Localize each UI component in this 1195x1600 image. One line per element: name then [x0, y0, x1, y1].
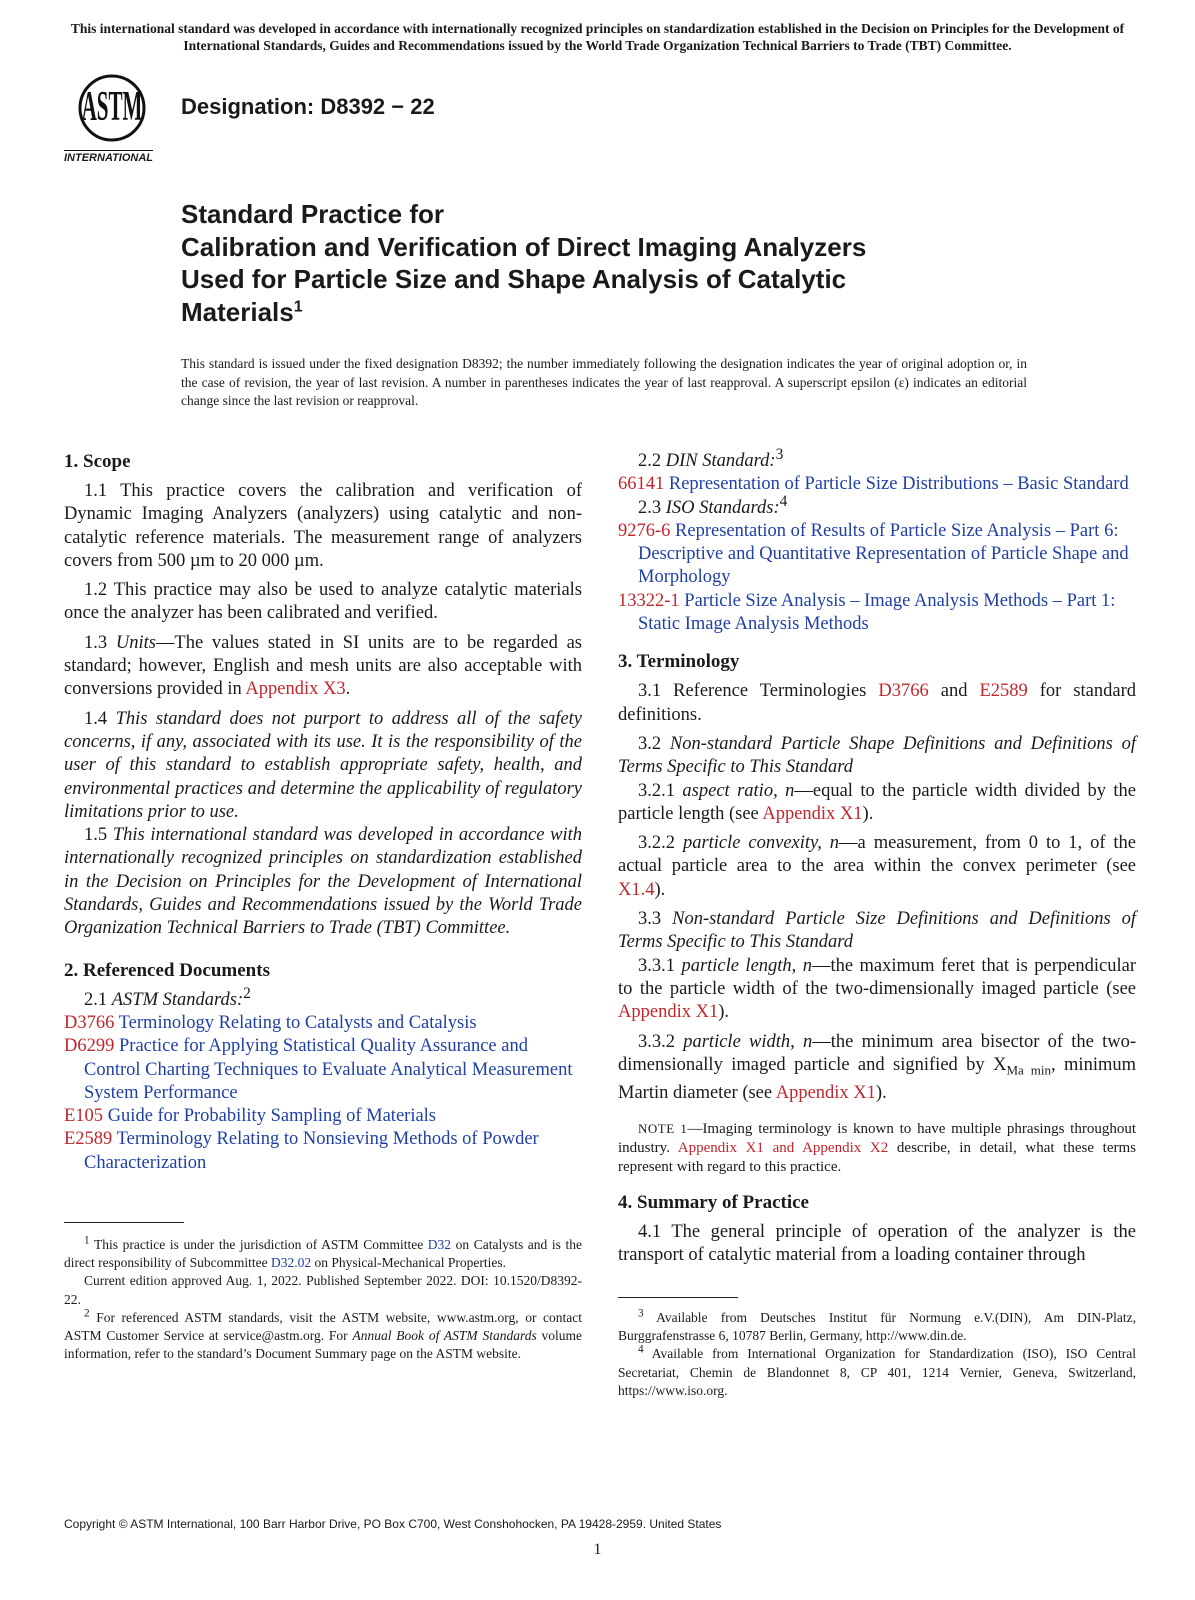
para-1-5: 1.5 This international standard was developed in accordance with internationally recognized principles on standardization established in the Decision on Principles for the Development of International Standards, Guides and Recommendations issued by the World Trade Organization Technical Barriers to Trade (TBT) Committee. [64, 825, 583, 939]
ref-title[interactable]: Representation of Particle Size Distributions – Basic Standard [668, 474, 1129, 495]
ref-title[interactable]: Particle Size Analysis – Image Analysis Methods – Part 1: Static Image Analysis Methods [638, 590, 1116, 635]
ref-item [618, 473, 1136, 496]
link-appendix-x1[interactable]: Appendix X1 [775, 1082, 876, 1103]
tbt-banner: This international standard was developed in accordance with internationally recognized principles on standardization established in the Decision on Principles for the Development of International Standards, Guides and Recommendations issued by the World Trade Organization Technical Barriers to Trade (TBT) Committee. [70, 21, 1125, 53]
link-d32[interactable]: D32 [427, 1237, 452, 1252]
footnote-1: $^1$ This practice is under the jurisdiction of ASTM Committee D32 on Catalysts and is the direct responsibility of Subcommittee D32.02 on Physical-Mechanical Properties. [64, 1234, 582, 1271]
footnote-divider-right [618, 1297, 738, 1298]
title-line-2: Calibration and Verification of Direct Imaging Analyzers [181, 231, 867, 262]
title-footnote-mark: 1 [293, 297, 303, 315]
section-3-heading: 3. Terminology [618, 651, 740, 673]
ref-item [64, 1105, 582, 1128]
link-appendix-x1-x2[interactable]: Appendix X1 and Appendix X2 [677, 1140, 889, 1157]
footnote-1-edition: Current edition approved Aug. 1, 2022. Published September 2022. DOI: 10.1520/D8392-22. [64, 1273, 582, 1307]
link-x1-4[interactable]: X1.4 [618, 879, 655, 900]
para-2-3: 2.3 ISO Standards:$^4$ [638, 492, 788, 518]
para-3-1: 3.1 Reference Terminologies D3766 and E2589 for standard definitions. [618, 681, 1137, 725]
designation: Designation: D8392 − 22 [181, 94, 435, 119]
para-1-2: 1.2 This practice may also be used to analyze catalytic materials once the analyzer has been calibrated and verified. [64, 580, 582, 624]
svg-text:ASTM: ASTM [81, 83, 143, 131]
para-1-3: 1.3 Units—The values stated in SI units are to be regarded as standard; however, English and mesh units are also acceptable with conversions provided in Appendix X3. [64, 632, 582, 700]
link-appendix-x1[interactable]: Appendix X1 [762, 803, 863, 824]
footnote-divider-left [64, 1222, 184, 1223]
para-3-2-2: 3.2.2 particle convexity, n—a measurement, from 0 to 1, of the actual particle area to the area within the convex perimeter (see X1.4). [618, 833, 1137, 900]
ref-code[interactable]: E2589 [64, 1129, 113, 1150]
link-d32-02[interactable]: D32.02 [270, 1255, 312, 1271]
ref-item [618, 590, 1136, 637]
para-3-2: 3.2 Non-standard Particle Shape Definitions and Definitions of Terms Specific to This Standard [618, 733, 1136, 778]
link-e2589[interactable]: E2589 [979, 681, 1028, 702]
para-1-1: 1.1 This practice covers the calibration and verification of Dynamic Imaging Analyzers (analyzers) using catalytic and non-catalytic reference materials. The measurement range of analyzers covers from 500 µm to 20 000 µm. [64, 481, 582, 571]
ref-title[interactable]: Terminology Relating to Nonsieving Methods of Powder Characterization [84, 1129, 539, 1173]
section-1-heading: 1. Scope [64, 451, 131, 472]
footnotes-left [64, 1236, 582, 1363]
ref-item [618, 520, 1136, 590]
issuance-statement: This standard is issued under the fixed designation D8392; the number immediately following the designation indicates the year of original adoption or, in the case of revision, the year of last revision. A number in parentheses indicates the year of last reapproval. A superscript epsilon (ε) indicates an editorial change since the last revision or reapproval. [181, 356, 1027, 408]
astm-logo-subtext: INTERNATIONAL [64, 152, 154, 164]
ref-item [64, 1035, 582, 1105]
link-d3766[interactable]: D3766 [878, 681, 929, 702]
ref-code[interactable]: 9276-6 [618, 520, 671, 541]
title-line-4: Materials$^1$ [181, 296, 303, 327]
ref-title[interactable]: Practice for Applying Statistical Quality Assurance and Control Charting Techniques to Evaluate Analytical Measurement System Performance [84, 1036, 573, 1103]
copyright-line: Copyright © ASTM International, 100 Barr Harbor Drive, PO Box C700, West Conshohocken, PA 19428-2959. United States [64, 1517, 722, 1531]
ref-item [64, 1012, 582, 1035]
footnote-2: $^2$ For referenced ASTM standards, visit the ASTM website, www.astm.org, or contact ASTM Customer Service at service@astm.org. For Annual Book of ASTM Standards volume information, refer to the standard’s Document Summary page on the ASTM website. [64, 1307, 583, 1362]
title-line-1: Standard Practice for [181, 199, 444, 229]
ref-title[interactable]: Terminology Relating to Catalysts and Catalysis [118, 1012, 477, 1033]
section-4-heading: 4. Summary of Practice [618, 1192, 809, 1214]
footnote-4: $^4$ Available from International Organization for Standardization (ISO), ISO Central Secretariat, Chemin de Blandonnet 8, CP 401, 1214 Vernier, Geneva, Switzerland, https://www.iso.org. [618, 1343, 1136, 1398]
astm-logo [64, 68, 172, 166]
link-appendix-x3[interactable]: Appendix X3 [245, 679, 346, 700]
ref-code[interactable]: 66141 [618, 474, 665, 495]
ref-code[interactable]: D6299 [64, 1036, 115, 1057]
para-3-3-1: 3.3.1 particle length, n—the maximum feret that is perpendicular to the particle width of the two-dimensionally imaged particle (see Appendix X1). [618, 955, 1136, 1023]
ref-code[interactable]: 13322-1 [618, 590, 680, 611]
ref-title[interactable]: Guide for Probability Sampling of Materials [107, 1106, 437, 1127]
para-2-2: 2.2 DIN Standard:$^3$ [638, 445, 784, 471]
note-1: NOTE 1—Imaging terminology is known to have multiple phrasings throughout industry. Appendix X1 and Appendix X2 describe, in detail, what these terms represent with regard to this practice. [618, 1121, 1136, 1176]
ref-title[interactable]: Representation of Results of Particle Size Analysis – Part 6: Descriptive and Quantitative Representation of Particle Shape and Morphology [638, 520, 1129, 588]
para-3-2-1: 3.2.1 aspect ratio, n—equal to the particle width divided by the particle length (see Appendix X1). [618, 780, 1137, 824]
para-2-1: 2.1 ASTM Standards:$^2$ [84, 984, 251, 1010]
footnotes-right [618, 1309, 1136, 1400]
page-number: 1 [593, 1541, 602, 1558]
document-title [181, 198, 1081, 328]
para-1-4: 1.4 This standard does not purport to address all of the safety concerns, if any, associated with its use. It is the responsibility of the user of this standard to establish appropriate safety, health, and environmental practices and determine the applicability of regulatory limitations prior to use. [64, 708, 583, 822]
left-column [64, 450, 582, 1175]
section-2-heading: 2. Referenced Documents [64, 959, 270, 981]
footnote-3: $^3$ Available from Deutsches Institut für Normung e.V.(DIN), Am DIN-Platz, Burggrafenstrasse 6, 10787 Berlin, Germany, http://www.din.de. [618, 1307, 1136, 1344]
ref-code[interactable]: D3766 [64, 1012, 115, 1033]
para-3-3: 3.3 Non-standard Particle Size Definitions and Definitions of Terms Specific to This Standard [618, 909, 1137, 953]
para-4-1: 4.1 The general principle of operation of the analyzer is the transport of catalytic material from a loading container through [618, 1222, 1136, 1266]
link-appendix-x1[interactable]: Appendix X1 [618, 1002, 719, 1023]
ref-code[interactable]: E105 [64, 1106, 104, 1127]
title-line-3: Used for Particle Size and Shape Analysis of Catalytic [181, 264, 847, 294]
para-3-3-2: 3.3.2 particle width, n—the minimum area bisector of the two-dimensionally imaged particle and signified by $X_{Ma min}$, minimum Martin diameter (see Appendix X1). [618, 1031, 1136, 1103]
ref-item [64, 1128, 582, 1175]
right-column [618, 445, 1137, 1268]
